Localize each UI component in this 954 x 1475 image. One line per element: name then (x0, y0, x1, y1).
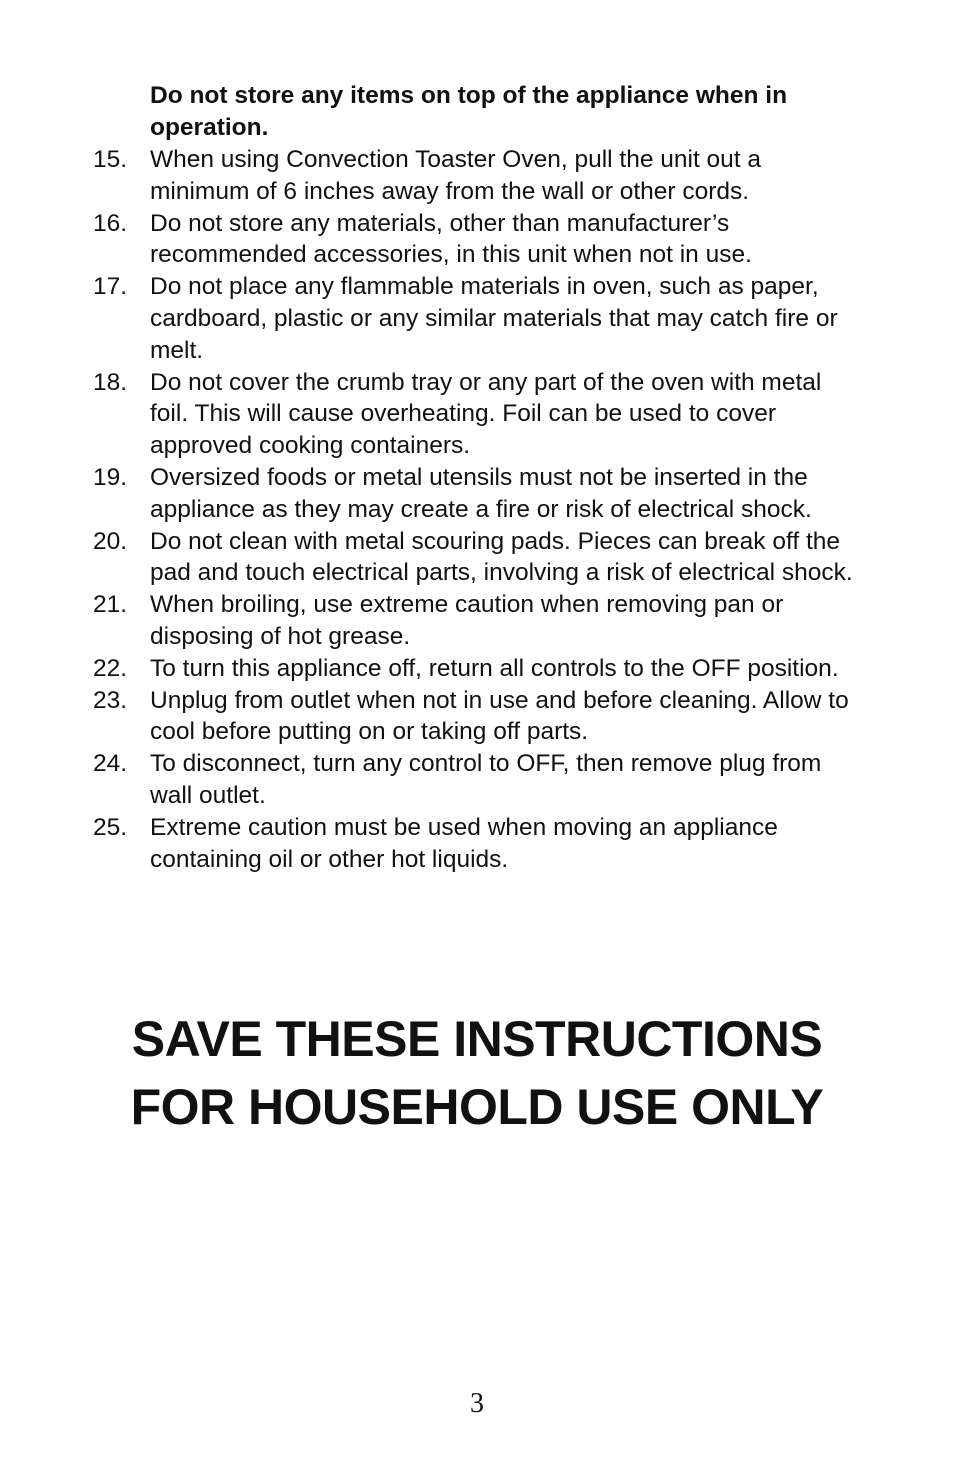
headline-save-instructions: SAVE THESE INSTRUCTIONS (131, 1011, 823, 1067)
headline-household-use: FOR HOUSEHOLD USE ONLY (130, 1079, 824, 1135)
item-number: 17. (92, 273, 127, 301)
item-number: 15. (92, 146, 127, 173)
item-text: Do not clean with metal scouring pads. Pieces can break off the pad and touch electrical parts, involving a risk of electrical shock. (150, 527, 853, 587)
item-number: 16. (92, 209, 127, 237)
item-number: 23. (92, 686, 127, 714)
list-item (0, 208, 860, 272)
list-item (0, 812, 860, 876)
item-text: Do not place any flammable materials in oven, such as paper, cardboard, plastic or any similar materials that may catch fire or melt. (150, 273, 838, 364)
item-text: When using Convection Toaster Oven, pull the unit out a minimum of 6 inches away from the wall or other cords. (150, 146, 762, 205)
list-item (0, 748, 860, 812)
item-number: 25. (92, 813, 127, 841)
list-item (0, 367, 860, 462)
item-text: To disconnect, turn any control to OFF, then remove plug from wall outlet. (150, 750, 822, 809)
item-number: 19. (92, 463, 127, 491)
item-number: 22. (92, 654, 127, 682)
item-text: Unplug from outlet when not in use and before cleaning. Allow to cool before putting on or taking off parts. (150, 686, 849, 746)
list-item (0, 144, 860, 208)
list-item (0, 526, 860, 590)
item-text: When broiling, use extreme caution when removing pan or disposing of hot grease. (150, 591, 784, 650)
item-text: Do not cover the crumb tray or any part of the oven with metal foil. This will cause overheating. Foil can be used to cover approved cooking containers. (150, 368, 822, 460)
list-item (0, 653, 860, 685)
item-number: 21. (92, 591, 127, 619)
item-text: To turn this appliance off, return all controls to the OFF position. (150, 654, 839, 682)
item-text: Extreme caution must be used when moving an appliance containing oil or other hot liquids. (150, 813, 778, 873)
list-item (0, 589, 860, 653)
instructions-content (0, 80, 954, 875)
list-item (0, 685, 860, 749)
item-number: 20. (92, 527, 127, 555)
lead-warning: Do not store any items on top of the appliance when in operation. (150, 82, 788, 141)
list-item (0, 271, 860, 366)
item-text: Do not store any materials, other than manufacturer’s recommended accessories, in this unit when not in use. (150, 209, 752, 269)
page-number: 3 (470, 1388, 484, 1419)
list-item (0, 462, 860, 526)
item-number: 18. (92, 368, 127, 396)
item-text: Oversized foods or metal utensils must not be inserted in the appliance as they may create a fire or risk of electrical shock. (150, 463, 812, 523)
item-number: 24. (92, 750, 127, 778)
